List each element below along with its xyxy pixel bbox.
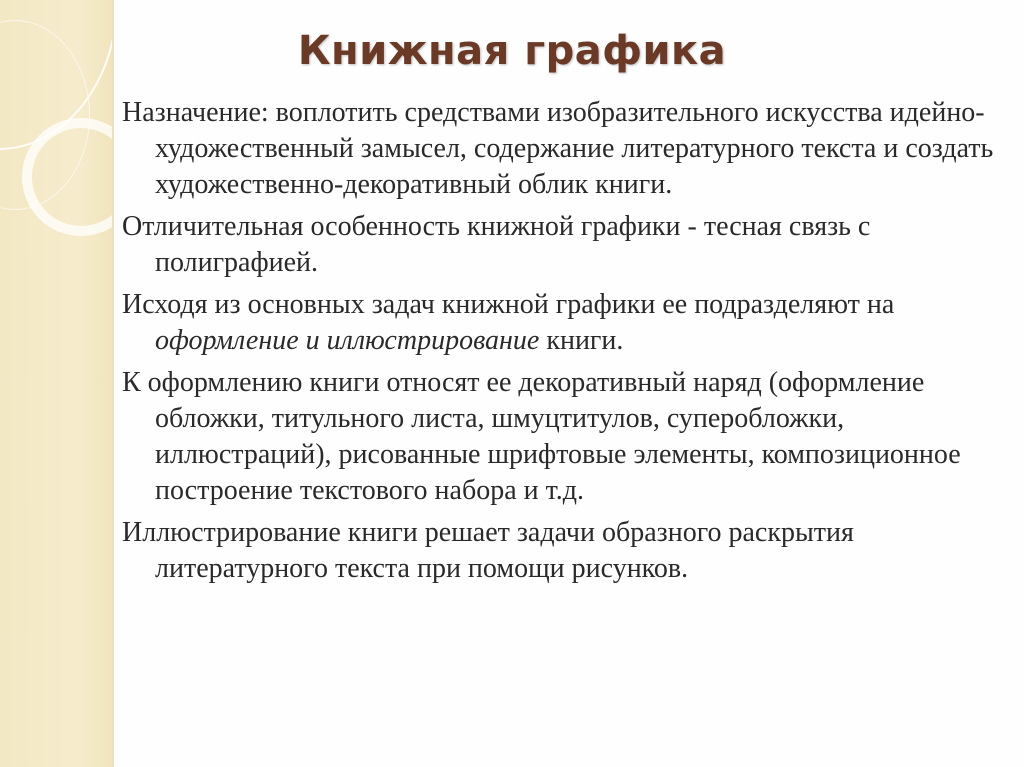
paragraph-subdivision-lead: Исходя из основных задач книжной графики ее подразделяют на [122, 289, 895, 320]
side-band-divider [112, 0, 114, 767]
paragraph-illustration: Иллюстрирование книги решает задачи образного раскрытия литературного текста при помощи рисунков. [122, 517, 854, 584]
paragraph-purpose: Назначение: воплотить средствами изобразительного искусства идейно-художественный замысел, содержание литературного текста и создать художественно-декоративный облик книги. [122, 97, 994, 200]
paragraph-subdivision-tail: книги. [539, 325, 624, 356]
paragraph-design: К оформлению книги относят ее декоративный наряд (оформление обложки, титульного листа, шмуцтитулов, суперобложки, иллюстраций), рисованные шрифтовые элементы, композиционное построение текстового набора и т.д. [122, 367, 961, 506]
paragraph-distinctive-feature: Отличительная особенность книжной графики - тесная связь с полиграфией. [122, 211, 871, 278]
decorative-side-band [0, 0, 112, 767]
slide-title: Книжная графика [297, 28, 727, 74]
paragraph-subdivision [122, 287, 1012, 359]
slide-body [122, 95, 1012, 593]
paragraph-subdivision-emphasis: оформление и иллюстрирование [155, 325, 540, 356]
